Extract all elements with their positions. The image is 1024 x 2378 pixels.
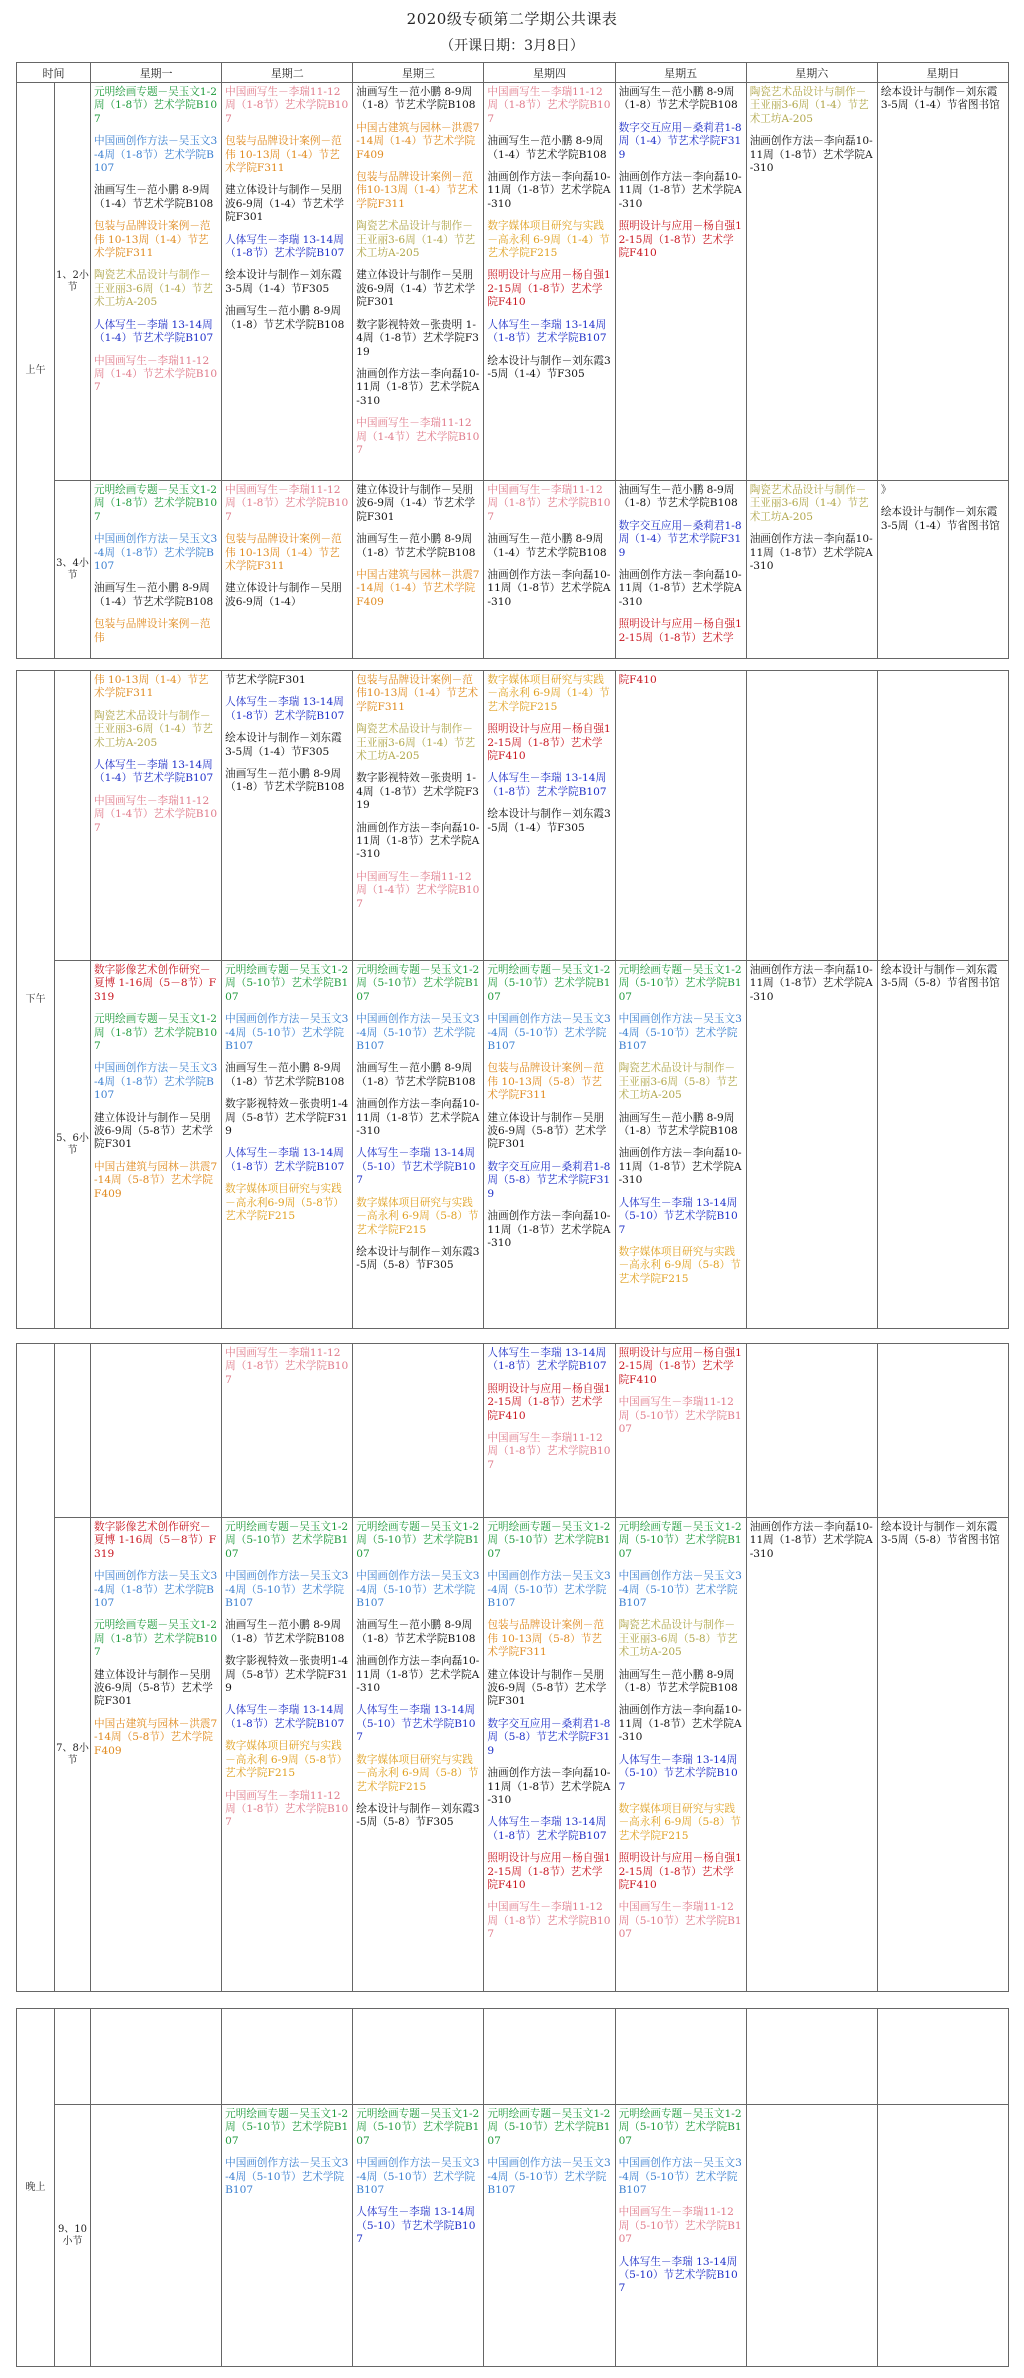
course-entry: 人体写生－李瑞 13-14周（5-10）节艺术学院B107 (618, 1196, 738, 1236)
cell-tuesday (222, 1344, 353, 1518)
course-entry: 元明绘画专题－吴玉文1-2周（5-10节）艺术学院B107 (356, 964, 480, 1003)
cell-tuesday (222, 961, 353, 1329)
course-entry: 油画创作方法－李向磊10-11周（1-8节）艺术学院A-310 (356, 1655, 480, 1695)
course-entry: 人体写生－李瑞 13-14周（5-10）节艺术学院B107 (618, 2255, 738, 2295)
course-entry: 中国画写生－李瑞11-12周（1-8节）艺术学院B107 (487, 1432, 611, 1471)
course-entry: 油画写生－范小鹏 8-9周（1-8）节艺术学院B108 (356, 1062, 476, 1088)
cell-tuesday (222, 2009, 353, 2105)
course-entry: 人体写生－李瑞 13-14周（1-8节）艺术学院B107 (487, 1816, 607, 1842)
course-entry: 油画写生－范小鹏 8-9周（1-8）节艺术学院B108 (618, 86, 738, 112)
course-entry: 中国古建筑与园林－洪震7-14周（1-4）节艺术学院F409 (356, 569, 480, 608)
period-label: 1、2小节 (55, 83, 91, 481)
course-entry: 节艺术学院F301 (225, 674, 306, 686)
course-entry: 元明绘画专题－吴玉文1-2周（1-8节）艺术学院B107 (94, 86, 218, 125)
schedule-table-afternoon-late (16, 1343, 1009, 1992)
course-entry: 人体写生－李瑞 13-14周（1-8节）艺术学院B107 (225, 1704, 345, 1730)
course-entry: 包装与品牌设计案例－范伟 10-13周（5-8）节艺术学院F311 (487, 1619, 604, 1659)
course-entry: 中国画写生－李瑞11-12周（5-10节）艺术学院B107 (618, 2206, 742, 2246)
course-entry: 人体写生－李瑞 13-14周（5-10）节艺术学院B107 (356, 1147, 476, 1187)
cell-monday (91, 2105, 222, 2367)
cell-friday (615, 961, 746, 1329)
period-row (17, 83, 1009, 481)
course-entry: 数字影视特效－张贵明1-4周（5-8节）艺术学院F319 (225, 1098, 349, 1138)
cell-saturday (746, 961, 877, 1329)
course-entry: 数字媒体项目研究与实践－高永利6-9周（5-8节）艺术学院F215 (225, 1183, 345, 1223)
course-entry: 包装与品牌设计案例－范伟 10-13周（1-4）节艺术学院F311 (94, 220, 211, 260)
session-label-afternoon: 下午 (17, 671, 55, 1329)
course-entry: 油画创作方法－李向磊10-11周（1-8节）艺术学院A-310 (487, 1767, 611, 1806)
course-entry: 油画写生－范小鹏 8-9周（1-8）节艺术学院B108 (618, 1111, 738, 1138)
course-entry: 中国画写生－李瑞11-12周（1-8节）艺术学院B107 (225, 484, 349, 523)
course-entry: 油画写生－范小鹏 8-9周（1-8）节艺术学院B108 (618, 1668, 738, 1695)
cell-saturday (746, 1344, 877, 1518)
cell-saturday (746, 671, 877, 961)
course-entry: 油画创作方法－李向磊10-11周（1-8节）艺术学院A-310 (356, 821, 480, 861)
course-entry: 人体写生－李瑞 13-14周（1-8节）艺术学院B107 (487, 772, 607, 798)
course-entry: 人体写生－李瑞 13-14周（1-8节）艺术学院B107 (225, 1147, 345, 1173)
course-entry: 中国画创作方法－吴玉文3-4周（5-10节）艺术学院B107 (356, 1570, 480, 1610)
course-entry: 元明绘画专题－吴玉文1-2周（5-10节）艺术学院B107 (487, 964, 611, 1003)
course-entry: 包装与品牌设计案例－范伟 (94, 618, 211, 644)
course-entry: 元明绘画专题－吴玉文1-2周（1-8节）艺术学院B107 (94, 1013, 218, 1053)
course-entry: 中国画创作方法－吴玉文3-4周（5-10节）艺术学院B107 (618, 1013, 742, 1053)
course-entry: 》 (880, 484, 892, 496)
course-entry: 中国画创作方法－吴玉文3-4周（1-8节）艺术学院B107 (94, 1062, 218, 1102)
course-entry: 陶瓷艺术品设计与制作－王亚丽3-6周（5-8）节艺术工坊A-205 (618, 1619, 738, 1659)
course-entry: 油画写生－范小鹏 8-9周（1-8）节艺术学院B108 (225, 1062, 345, 1088)
course-entry: 中国画写生－李瑞11-12周（1-8节）艺术学院B107 (487, 86, 611, 125)
course-entry: 中国画写生－李瑞11-12周（5-10节）艺术学院B107 (618, 1396, 742, 1436)
course-entry: 数字媒体项目研究与实践－高永利 6-9周（1-4）节艺术学院F215 (487, 674, 610, 713)
cell-monday (91, 2009, 222, 2105)
course-entry: 陶瓷艺术品设计与制作－王亚丽3-6周（1-4）节艺术工坊A-205 (749, 86, 869, 125)
cell-wednesday (353, 671, 484, 961)
course-entry: 油画创作方法－李向磊10-11周（1-8节）艺术学院A-310 (749, 964, 873, 1003)
cell-wednesday (353, 1344, 484, 1518)
course-entry: 中国画写生－李瑞11-12周（1-4节）艺术学院B107 (94, 794, 218, 834)
course-entry: 油画写生－范小鹏 8-9周（1-8）节艺术学院B108 (356, 1619, 476, 1645)
course-entry: 元明绘画专题－吴玉文1-2周（5-10节）艺术学院B107 (225, 1521, 349, 1560)
header-monday: 星期一 (91, 63, 222, 83)
period-label (55, 2009, 91, 2105)
course-entry: 陶瓷艺术品设计与制作－王亚丽3-6周（1-4）节艺术工坊A-205 (356, 723, 476, 763)
cell-sunday (877, 1344, 1008, 1518)
course-entry: 油画创作方法－李向磊10-11周（1-8节）艺术学院A-310 (487, 1210, 611, 1249)
course-entry: 绘本设计与制作－刘东霞3-5周（1-4）节F305 (487, 354, 611, 380)
course-entry: 照明设计与应用－杨自强12-15周（1-8节）艺术学院F410 (618, 1852, 742, 1891)
course-entry: 人体写生－李瑞 13-14周（5-10）节艺术学院B107 (356, 2206, 476, 2246)
course-entry: 数字影像艺术创作研究－夏博 1-16周（5－8节）F319 (94, 1521, 217, 1560)
course-entry: 油画创作方法－李向磊10-11周（1-8节）艺术学院A-310 (487, 171, 611, 210)
course-entry: 中国画创作方法－吴玉文3-4周（5-10节）艺术学院B107 (487, 1013, 611, 1053)
course-entry: 照明设计与应用－杨自强12-15周（1-8节）艺术学院F410 (487, 1852, 611, 1891)
period-row (17, 1518, 1009, 1992)
course-entry: 照明设计与应用－杨自强12-15周（1-8节）艺术学院F410 (618, 220, 742, 260)
course-entry: 油画创作方法－李向磊10-11周（1-8节）艺术学院A-310 (618, 171, 742, 210)
course-entry: 中国画写生－李瑞11-12周（1-8节）艺术学院B107 (487, 484, 611, 523)
schedule-table-evening (16, 2008, 1009, 2367)
course-entry: 人体写生－李瑞 13-14周（1-4）节艺术学院B107 (94, 318, 214, 345)
course-entry: 中国画写生－李瑞11-12周（5-10节）艺术学院B107 (618, 1901, 742, 1941)
period-row (17, 1344, 1009, 1518)
course-entry: 中国画创作方法－吴玉文3-4周（5-10节）艺术学院B107 (356, 2157, 480, 2197)
course-entry: 油画写生－范小鹏 8-9周（1-8）节艺术学院B108 (618, 484, 738, 510)
cell-sunday (877, 2105, 1008, 2367)
cell-saturday (746, 83, 877, 481)
course-entry: 元明绘画专题－吴玉文1-2周（5-10节）艺术学院B107 (618, 964, 742, 1003)
course-entry: 中国画创作方法－吴玉文3-4周（1-8节）艺术学院B107 (94, 1570, 218, 1610)
course-entry: 油画创作方法－李向磊10-11周（1-8节）艺术学院A-310 (618, 569, 742, 608)
course-entry: 油画写生－范小鹏 8-9周（1-8）节艺术学院B108 (356, 86, 476, 112)
course-entry: 中国画创作方法－吴玉文3-4周（1-8节）艺术学院B107 (94, 135, 218, 175)
schedule-table-afternoon (16, 670, 1009, 1329)
course-entry: 元明绘画专题－吴玉文1-2周（5-10节）艺术学院B107 (618, 1521, 742, 1560)
course-entry: 中国画创作方法－吴玉文3-4周（5-10节）艺术学院B107 (618, 2157, 742, 2197)
course-entry: 绘本设计与制作－刘东霞 3-5周（1-4）节省图书馆 (880, 86, 1000, 112)
course-entry: 照明设计与应用－杨自强12-15周（1-8节）艺术学 (618, 618, 742, 644)
cell-friday (615, 83, 746, 481)
course-entry: 元明绘画专题－吴玉文1-2周（5-10节）艺术学院B107 (225, 964, 349, 1003)
course-entry: 中国画写生－李瑞11-12周（1-8节）艺术学院B107 (487, 1901, 611, 1941)
course-entry: 绘本设计与制作－刘东霞 3-5周（1-4）节F305 (225, 732, 342, 758)
course-entry: 元明绘画专题－吴玉文1-2周（5-10节）艺术学院B107 (618, 2108, 742, 2147)
cell-monday (91, 1344, 222, 1518)
cell-friday (615, 481, 746, 659)
course-entry: 中国古建筑与园林－洪震7-14周（1-4）节艺术学院F409 (356, 121, 480, 161)
cell-sunday (877, 961, 1008, 1329)
course-entry: 绘本设计与制作－刘东霞3-5周（5-8）节F305 (356, 1245, 480, 1272)
course-entry: 数字交互应用－桑莉君1-8周（5-8）节艺术学院F319 (487, 1717, 611, 1757)
course-entry: 数字交互应用－桑莉君1-8周（1-4）节艺术学院F319 (618, 519, 742, 559)
period-row (17, 2105, 1009, 2367)
cell-friday (615, 671, 746, 961)
course-entry: 人体写生－李瑞 13-14周（1-8节）艺术学院B107 (487, 1347, 607, 1373)
period-row (17, 2009, 1009, 2105)
course-entry: 中国画创作方法－吴玉文3-4周（5-10节）艺术学院B107 (356, 1013, 480, 1053)
cell-tuesday (222, 481, 353, 659)
course-entry: 油画创作方法－李向磊10-11周（1-8节）艺术学院A-310 (618, 1147, 742, 1187)
course-entry: 院F410 (618, 674, 657, 686)
cell-sunday (877, 481, 1008, 659)
course-entry: 人体写生－李瑞 13-14周（5-10）节艺术学院B107 (618, 1753, 738, 1793)
cell-saturday (746, 481, 877, 659)
course-entry: 数字影视特效－张贵明 1-4周（1-8节）艺术学院F319 (356, 318, 479, 358)
course-entry: 人体写生－李瑞 13-14周（1-8节）艺术学院B107 (225, 233, 345, 260)
period-label: 3、4小节 (55, 481, 91, 659)
course-entry: 元明绘画专题－吴玉文1-2周（5-10节）艺术学院B107 (487, 1521, 611, 1560)
course-entry: 中国画创作方法－吴玉文3-4周（5-10节）艺术学院B107 (487, 2157, 611, 2197)
cell-sunday (877, 2009, 1008, 2105)
cell-monday (91, 961, 222, 1329)
cell-thursday (484, 671, 615, 961)
course-entry: 油画写生－范小鹏 8-9周（1-8）节艺术学院B108 (225, 768, 345, 794)
course-entry: 油画创作方法－李向磊10-11周（1-8节）艺术学院A-310 (487, 569, 611, 608)
cell-tuesday (222, 83, 353, 481)
course-entry: 中国画写生－李瑞11-12周（1-8节）艺术学院B107 (225, 86, 349, 125)
cell-tuesday (222, 671, 353, 961)
period-label (55, 1344, 91, 1518)
cell-saturday (746, 2105, 877, 2367)
cell-wednesday (353, 481, 484, 659)
header-saturday: 星期六 (746, 63, 877, 83)
course-entry: 建立体设计与制作－吴朋波6-9周（1-4） (225, 582, 342, 608)
cell-sunday (877, 1518, 1008, 1992)
course-entry: 油画写生－范小鹏 8-9周（1-4）节艺术学院B108 (94, 582, 214, 608)
cell-friday (615, 1518, 746, 1992)
cell-tuesday (222, 1518, 353, 1992)
course-entry: 油画创作方法－李向磊10-11周（1-8节）艺术学院A-310 (749, 1521, 873, 1560)
header-friday: 星期五 (615, 63, 746, 83)
cell-monday (91, 671, 222, 961)
header-tuesday: 星期二 (222, 63, 353, 83)
course-entry: 中国画写生－李瑞11-12周（1-4节）艺术学院B107 (356, 417, 480, 456)
course-entry: 包装与品牌设计案例－范伟 10-13周（5-8）节艺术学院F311 (487, 1062, 604, 1102)
session-label-morning: 上午 (17, 83, 55, 659)
course-entry: 数字影像艺术创作研究－夏博 1-16周（5－8节）F319 (94, 964, 217, 1003)
course-entry: 数字媒体项目研究与实践－高永利 6-9周（5-8）节艺术学院F215 (356, 1196, 479, 1236)
cell-monday (91, 481, 222, 659)
course-entry: 元明绘画专题－吴玉文1-2周（5-10节）艺术学院B107 (487, 2108, 611, 2147)
page-subtitle: （开课日期：3月8日） (440, 38, 584, 54)
course-entry: 包装与品牌设计案例－范伟 10-13周（1-4）节艺术学院F311 (225, 533, 342, 573)
course-entry: 包装与品牌设计案例－范伟 10-13周（1-4）节艺术学院F311 (225, 135, 342, 175)
cell-tuesday (222, 2105, 353, 2367)
course-entry: 油画创作方法－李向磊10-11周（1-8节）艺术学院A-310 (618, 1704, 742, 1744)
cell-thursday (484, 1344, 615, 1518)
cell-monday (91, 83, 222, 481)
cell-monday (91, 1518, 222, 1992)
course-entry: 人体写生－李瑞 13-14周（1-8节）艺术学院B107 (225, 696, 345, 722)
cell-thursday (484, 1518, 615, 1992)
period-row (17, 481, 1009, 659)
course-entry: 人体写生－李瑞 13-14周（1-8节）艺术学院B107 (487, 318, 607, 345)
course-entry: 中国画写生－李瑞11-12周（1-4节）艺术学院B107 (356, 870, 480, 910)
course-entry: 数字交互应用－桑莉君1-8周（1-4）节艺术学院F319 (618, 121, 742, 161)
course-entry: 中国画写生－李瑞11-12周（1-8节）艺术学院B107 (225, 1347, 349, 1386)
course-entry: 绘本设计与制作－刘东霞3-5周（5-8）节F305 (356, 1802, 480, 1829)
period-label: 9、10小节 (55, 2105, 91, 2367)
course-entry: 人体写生－李瑞 13-14周（5-10）节艺术学院B107 (356, 1704, 476, 1744)
cell-thursday (484, 961, 615, 1329)
header-row (17, 63, 1009, 83)
cell-friday (615, 2009, 746, 2105)
course-entry: 元明绘画专题－吴玉文1-2周（5-10节）艺术学院B107 (356, 1521, 480, 1560)
course-entry: 绘本设计与制作－刘东霞 3-5周（5-8）节省图书馆 (880, 1521, 1000, 1547)
cell-wednesday (353, 961, 484, 1329)
course-entry: 油画创作方法－李向磊10-11周（1-8节）艺术学院A-310 (356, 367, 480, 407)
period-row (17, 671, 1009, 961)
course-entry: 建立体设计与制作－吴朋波6-9周（5-8节）艺术学院F301 (487, 1111, 607, 1151)
course-entry: 中国画创作方法－吴玉文3-4周（5-10节）艺术学院B107 (225, 1013, 349, 1053)
period-label (55, 671, 91, 961)
cell-wednesday (353, 83, 484, 481)
course-entry: 人体写生－李瑞 13-14周（1-4）节艺术学院B107 (94, 759, 214, 785)
course-entry: 油画创作方法－李向磊10-11周（1-8节）艺术学院A-310 (749, 135, 873, 175)
course-entry: 照明设计与应用－杨自强12-15周（1-8节）艺术学院F410 (487, 1382, 611, 1422)
course-entry: 数字媒体项目研究与实践－高永利 6-9周（5-8）节艺术学院F215 (356, 1753, 479, 1793)
course-entry: 元明绘画专题－吴玉文1-2周（1-8节）艺术学院B107 (94, 1619, 218, 1659)
course-entry: 绘本设计与制作－刘东霞3-5周（1-4）节F305 (487, 808, 611, 834)
cell-saturday (746, 1518, 877, 1992)
course-entry: 陶瓷艺术品设计与制作－王亚丽3-6周（1-4）节艺术工坊A-205 (749, 484, 869, 523)
page-title: 2020级专硕第二学期公共课表 (406, 10, 618, 28)
course-entry: 元明绘画专题－吴玉文1-2周（5-10节）艺术学院B107 (225, 2108, 349, 2147)
course-entry: 数字媒体项目研究与实践－高永利 6-9周（5-8）节艺术学院F215 (618, 1802, 741, 1842)
course-entry: 油画创作方法－李向磊10-11周（1-8节）艺术学院A-310 (356, 1098, 480, 1138)
course-entry: 数字媒体项目研究与实践－高永利 6-9周（5-8）节艺术学院F215 (618, 1245, 741, 1285)
course-entry: 绘本设计与制作－刘东霞 3-5周（1-4）节省图书馆 (880, 506, 1000, 532)
course-entry: 建立体设计与制作－吴朋波6-9周（5-8节）艺术学院F301 (94, 1111, 213, 1151)
course-entry: 元明绘画专题－吴玉文1-2周（1-8节）艺术学院B107 (94, 484, 218, 523)
course-entry: 包装与品牌设计案例－范伟10-13周（1-4）节艺术学院F311 (356, 674, 479, 713)
cell-friday (615, 1344, 746, 1518)
schedule-table-morning (16, 62, 1009, 659)
cell-wednesday (353, 2009, 484, 2105)
course-entry: 陶瓷艺术品设计与制作－王亚丽3-6周（1-4）节艺术工坊A-205 (94, 709, 213, 749)
course-entry: 油画创作方法－李向磊10-11周（1-8节）艺术学院A-310 (749, 533, 873, 573)
session-label-evening: 晚上 (17, 2009, 55, 2367)
cell-wednesday (353, 1518, 484, 1992)
cell-thursday (484, 2009, 615, 2105)
course-entry: 陶瓷艺术品设计与制作－王亚丽3-6周（1-4）节艺术工坊A-205 (356, 220, 476, 260)
course-entry: 中国画写生－李瑞11-12周（1-4）节艺术学院B107 (94, 354, 218, 394)
course-entry: 数字媒体项目研究与实践－高永利 6-9周（1-4）节艺术学院F215 (487, 220, 610, 260)
cell-friday (615, 2105, 746, 2367)
cell-sunday (877, 671, 1008, 961)
course-entry: 绘本设计与制作－刘东霞 3-5周（1-4）节F305 (225, 269, 342, 295)
course-entry: 元明绘画专题－吴玉文1-2周（5-10节）艺术学院B107 (356, 2108, 480, 2147)
course-entry: 油画写生－范小鹏 8-9周（1-8）节艺术学院B108 (225, 305, 345, 331)
course-entry: 数字影视特效－张贵明1-4周（5-8节）艺术学院F319 (225, 1655, 349, 1695)
header-wednesday: 星期三 (353, 63, 484, 83)
course-entry: 中国画创作方法－吴玉文3-4周（5-10节）艺术学院B107 (225, 2157, 349, 2197)
header-sunday: 星期日 (877, 63, 1008, 83)
course-entry: 建立体设计与制作－吴朋波6-9周（5-8节）艺术学院F301 (94, 1668, 213, 1708)
course-entry: 陶瓷艺术品设计与制作－王亚丽3-6周（1-4）节艺术工坊A-205 (94, 269, 213, 309)
course-entry: 中国画创作方法－吴玉文3-4周（5-10节）艺术学院B107 (225, 1570, 349, 1610)
course-entry: 油画写生－范小鹏 8-9周（1-8）节艺术学院B108 (356, 533, 476, 559)
cell-thursday (484, 481, 615, 659)
course-entry: 包装与品牌设计案例－范伟10-13周（1-4）节艺术学院F311 (356, 171, 479, 210)
course-entry: 油画写生－范小鹏 8-9周（1-4）节艺术学院B108 (487, 135, 607, 161)
period-row (17, 961, 1009, 1329)
cell-saturday (746, 2009, 877, 2105)
course-entry: 照明设计与应用－杨自强12-15周（1-8节）艺术学院F410 (487, 723, 611, 763)
course-entry: 建立体设计与制作－吴朋波6-9周（1-4）节艺术学院F301 (356, 269, 476, 309)
course-entry: 中国画创作方法－吴玉文3-4周（1-8节）艺术学院B107 (94, 533, 218, 573)
course-entry: 中国古建筑与园林－洪震7-14周（5-8节）艺术学院F409 (94, 1160, 218, 1200)
cell-sunday (877, 83, 1008, 481)
course-entry: 中国画写生－李瑞11-12周（1-8节）艺术学院B107 (225, 1789, 349, 1829)
course-entry: 数字影视特效－张贵明 1-4周（1-8节）艺术学院F319 (356, 772, 479, 812)
period-label: 7、8小节 (55, 1518, 91, 1992)
course-entry: 绘本设计与制作－刘东霞 3-5周（5-8）节省图书馆 (880, 964, 1000, 990)
header-time: 时间 (17, 63, 91, 83)
session-label-blank (17, 1344, 55, 1992)
course-entry: 油画写生－范小鹏 8-9周（1-4）节艺术学院B108 (487, 533, 607, 559)
cell-thursday (484, 83, 615, 481)
course-entry: 建立体设计与制作－吴朋波6-9周（5-8节）艺术学院F301 (487, 1668, 607, 1708)
course-entry: 建立体设计与制作－吴朋波6-9周（1-4）节艺术学院F301 (356, 484, 476, 523)
course-entry: 中国画创作方法－吴玉文3-4周（5-10节）艺术学院B107 (487, 1570, 611, 1610)
course-entry: 伟 10-13周（1-4）节艺术学院F311 (94, 674, 209, 700)
period-label: 5、6小节 (55, 961, 91, 1329)
cell-wednesday (353, 2105, 484, 2367)
header-thursday: 星期四 (484, 63, 615, 83)
course-entry: 数字交互应用－桑莉君1-8周（5-8）节艺术学院F319 (487, 1160, 611, 1200)
course-entry: 照明设计与应用－杨自强12-15周（1-8节）艺术学院F410 (618, 1347, 742, 1386)
cell-thursday (484, 2105, 615, 2367)
course-entry: 数字媒体项目研究与实践－高永利 6-9周（5-8节）艺术学院F215 (225, 1740, 348, 1780)
course-entry: 中国古建筑与园林－洪震7-14周（5-8节）艺术学院F409 (94, 1717, 218, 1757)
course-entry: 油画写生－范小鹏 8-9周（1-4）节艺术学院B108 (94, 184, 214, 210)
course-entry: 照明设计与应用－杨自强12-15周（1-8节）艺术学院F410 (487, 269, 611, 309)
course-entry: 中国画创作方法－吴玉文3-4周（5-10节）艺术学院B107 (618, 1570, 742, 1610)
course-entry: 油画写生－范小鹏 8-9周（1-8）节艺术学院B108 (225, 1619, 345, 1645)
course-entry: 建立体设计与制作－吴朋波6-9周（1-4）节艺术学院F301 (225, 184, 345, 224)
course-entry: 陶瓷艺术品设计与制作－王亚丽3-6周（5-8）节艺术工坊A-205 (618, 1062, 738, 1102)
